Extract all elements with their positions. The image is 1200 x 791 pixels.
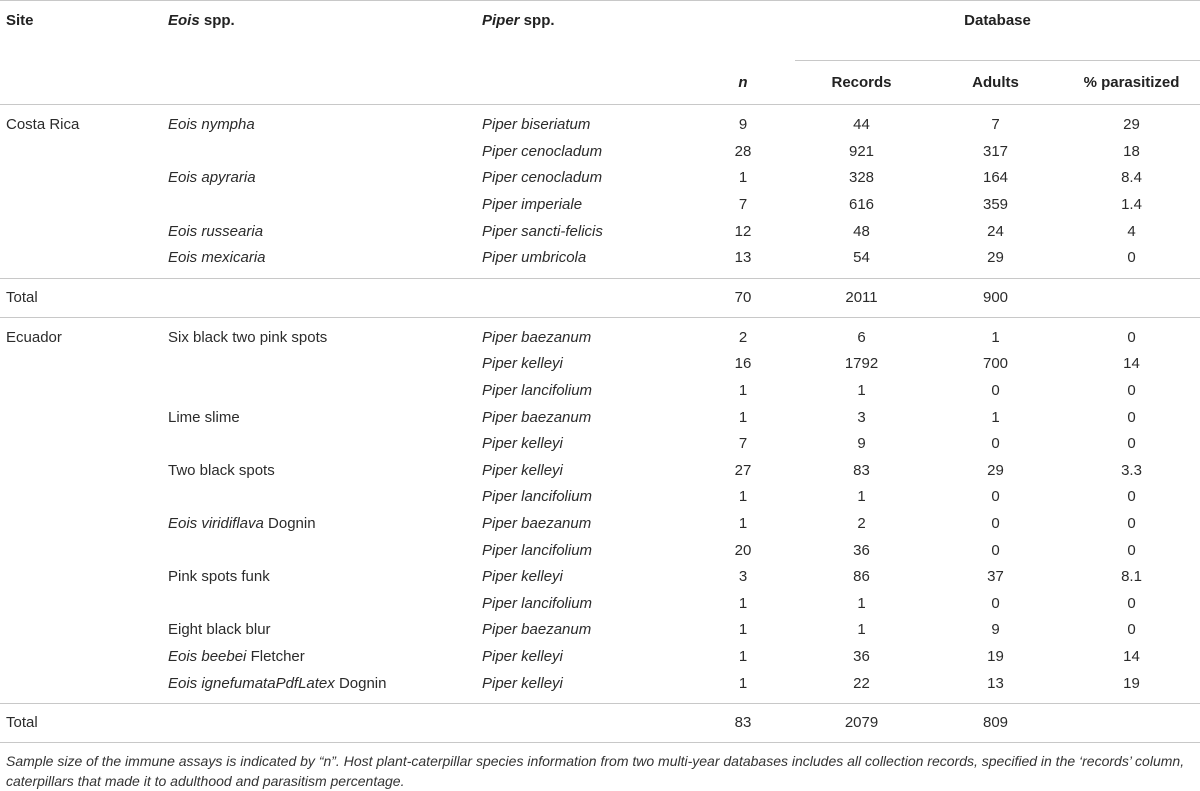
total-pct-empty (1063, 278, 1200, 317)
table-row (0, 317, 1200, 351)
records-cell: 36 (853, 541, 870, 559)
eois-species-cell: Eois apyraria (168, 169, 256, 187)
eois-species-name: Eois viridiflava (168, 515, 264, 533)
total-row (0, 703, 1200, 742)
adults-cell: 164 (982, 169, 1009, 187)
header-piper (476, 1, 691, 61)
records-cell: 1 (857, 594, 866, 612)
n-cell: 2 (738, 328, 748, 346)
adults-cell: 9 (991, 621, 1000, 639)
total-label: Total (0, 703, 160, 742)
records-cell: 6 (857, 328, 866, 346)
records-cell: 616 (848, 196, 875, 214)
records-cell: 328 (848, 169, 875, 187)
adults-cell: 29 (987, 249, 1004, 267)
piper-species-cell: Piper cenocladum (482, 169, 603, 187)
pct-parasitized-cell: 29 (1123, 116, 1140, 134)
records-cell: 3 (857, 408, 866, 426)
piper-species-cell: Piper lancifolium (482, 594, 593, 612)
total-empty-piper (476, 703, 691, 742)
adults-cell: 29 (987, 461, 1004, 479)
table-row (0, 617, 1200, 644)
eois-species-cell: Lime slime (168, 408, 240, 426)
eois-species-author: Dognin (334, 674, 387, 692)
header-empty-eois (160, 61, 476, 105)
table-row (0, 218, 1200, 245)
site-cell (0, 511, 160, 538)
total-adults: 809 (928, 703, 1063, 742)
adults-cell: 0 (991, 541, 1000, 559)
total-adults: 900 (928, 278, 1063, 317)
eois-species-cell (160, 192, 476, 219)
header-spacer (691, 1, 795, 61)
header-records: Records (795, 61, 928, 105)
piper-species-cell: Piper umbricola (482, 249, 587, 267)
n-cell: 1 (738, 408, 748, 426)
table-header (0, 1, 1200, 105)
piper-species-cell: Piper baezanum (482, 408, 592, 426)
header-adults: Adults (928, 61, 1063, 105)
site-cell (0, 218, 160, 245)
adults-cell: 0 (991, 515, 1000, 533)
records-cell: 1 (857, 382, 866, 400)
site-cell (0, 670, 160, 703)
table-caption: Sample size of the immune assays is indicated by “n”. Host plant-caterpillar species information from two multi-year databases includes all collection records, specified in the ‘records’ column, caterpillars that made it to adulthood and parasitism percentage. (6, 752, 1185, 789)
n-cell: 9 (738, 116, 748, 134)
site-cell (0, 165, 160, 192)
adults-cell: 1 (991, 328, 1000, 346)
site-cell (0, 245, 160, 278)
adults-cell: 7 (991, 116, 1000, 134)
eois-species-author: Dognin (263, 515, 316, 533)
eois-species-cell (160, 670, 476, 703)
eois-species-cell (160, 351, 476, 378)
adults-cell: 1 (991, 408, 1000, 426)
site-cell (0, 537, 160, 564)
table-row (0, 644, 1200, 671)
total-row (0, 278, 1200, 317)
records-cell: 48 (853, 222, 870, 240)
records-cell: 921 (848, 142, 875, 160)
pct-parasitized-cell: 0 (1127, 249, 1136, 267)
table-row (0, 484, 1200, 511)
table-row (0, 511, 1200, 538)
eois-species-cell: Eois nympha (168, 116, 255, 134)
adults-cell: 0 (991, 435, 1000, 453)
adults-cell: 0 (991, 594, 1000, 612)
header-n: n (691, 61, 795, 105)
table-row (0, 404, 1200, 431)
table-row (0, 537, 1200, 564)
adults-cell: 0 (991, 488, 1000, 506)
piper-species-cell: Piper lancifolium (482, 541, 593, 559)
site-cell (0, 139, 160, 166)
piper-species-cell: Piper lancifolium (482, 488, 593, 506)
total-records: 2079 (795, 703, 928, 742)
piper-species-cell: Piper cenocladum (482, 142, 603, 160)
eois-species-cell (160, 511, 476, 538)
eois-species-cell: Pink spots funk (168, 568, 270, 586)
total-records: 2011 (795, 278, 928, 317)
n-cell: 20 (734, 541, 752, 559)
header-piper-genus: Piper (482, 12, 520, 29)
eois-species-name: Eois ignefumataPdfLatex (168, 674, 335, 692)
pct-parasitized-cell: 1.4 (1121, 196, 1142, 214)
n-cell: 1 (738, 594, 748, 612)
site-cell (0, 404, 160, 431)
table-row (0, 431, 1200, 458)
records-cell: 54 (853, 249, 870, 267)
eois-species-cell: Two black spots (168, 461, 275, 479)
eois-species-cell (160, 591, 476, 618)
site-cell (0, 378, 160, 405)
n-cell: 7 (738, 196, 748, 214)
n-cell: 7 (738, 435, 748, 453)
piper-species-cell: Piper biseriatum (482, 116, 591, 134)
records-cell: 44 (853, 116, 870, 134)
pct-parasitized-cell: 0 (1127, 408, 1136, 426)
n-cell: 1 (738, 647, 748, 665)
n-cell: 16 (734, 355, 752, 373)
eois-species-cell: Eight black blur (168, 621, 271, 639)
piper-species-cell: Piper baezanum (482, 621, 592, 639)
total-n: 83 (691, 703, 795, 742)
pct-parasitized-cell: 19 (1123, 674, 1140, 692)
n-cell: 1 (738, 382, 748, 400)
site-cell (0, 617, 160, 644)
total-pct-empty (1063, 703, 1200, 742)
table-row (0, 105, 1200, 139)
table-row (0, 192, 1200, 219)
eois-species-name: Eois beebei (168, 647, 247, 665)
records-cell: 83 (853, 461, 870, 479)
total-n: 70 (691, 278, 795, 317)
piper-species-cell: Piper baezanum (482, 515, 592, 533)
total-label: Total (0, 278, 160, 317)
eois-species-cell (160, 537, 476, 564)
piper-species-cell: Piper lancifolium (482, 382, 593, 400)
eois-species-cell: Eois russearia (168, 222, 264, 240)
pct-parasitized-cell: 14 (1123, 355, 1140, 373)
piper-species-cell: Piper kelleyi (482, 568, 563, 586)
piper-species-cell: Piper baezanum (482, 328, 592, 346)
records-cell: 1 (857, 488, 866, 506)
n-cell: 1 (738, 488, 748, 506)
pct-parasitized-cell: 4 (1127, 222, 1136, 240)
piper-species-cell: Piper kelleyi (482, 355, 563, 373)
adults-cell: 19 (987, 647, 1004, 665)
n-cell: 12 (734, 222, 752, 240)
eois-species-cell (160, 139, 476, 166)
eois-species-author: Fletcher (246, 647, 305, 665)
eois-species-cell: Six black two pink spots (168, 328, 328, 346)
site-cell (0, 484, 160, 511)
header-piper-suffix: spp. (519, 12, 555, 29)
piper-species-cell: Piper sancti-felicis (482, 222, 603, 240)
n-cell: 27 (734, 461, 752, 479)
table-row (0, 591, 1200, 618)
pct-parasitized-cell: 18 (1123, 142, 1140, 160)
adults-cell: 37 (987, 568, 1004, 586)
adults-cell: 24 (987, 222, 1004, 240)
pct-parasitized-cell: 0 (1127, 435, 1136, 453)
piper-species-cell: Piper imperiale (482, 196, 583, 214)
n-cell: 28 (734, 142, 752, 160)
pct-parasitized-cell: 0 (1127, 515, 1136, 533)
site-cell (0, 351, 160, 378)
eois-species-cell: Eois mexicaria (168, 249, 266, 267)
n-cell: 1 (738, 674, 748, 692)
pct-parasitized-cell: 3.3 (1121, 461, 1142, 479)
site-cell (0, 192, 160, 219)
eois-species-cell (160, 484, 476, 511)
records-cell: 2 (857, 515, 866, 533)
header-pct-parasitized: % parasitized (1063, 61, 1200, 105)
table-row (0, 564, 1200, 591)
header-empty-site (0, 61, 160, 105)
pct-parasitized-cell: 0 (1127, 621, 1136, 639)
adults-cell: 13 (987, 674, 1004, 692)
n-cell: 1 (738, 621, 748, 639)
site-cell: Ecuador (6, 328, 62, 346)
header-empty-piper (476, 61, 691, 105)
pct-parasitized-cell: 8.1 (1121, 568, 1142, 586)
total-empty-eois (160, 278, 476, 317)
table-row (0, 351, 1200, 378)
piper-species-cell: Piper kelleyi (482, 461, 563, 479)
adults-cell: 359 (982, 196, 1009, 214)
header-eois (160, 1, 476, 61)
table-body (0, 105, 1200, 743)
header-eois-genus: Eois (168, 12, 200, 29)
site-cell (0, 458, 160, 485)
pct-parasitized-cell: 0 (1127, 541, 1136, 559)
eois-species-cell (160, 431, 476, 458)
adults-cell: 700 (982, 355, 1009, 373)
site-cell (0, 564, 160, 591)
pct-parasitized-cell: 8.4 (1121, 169, 1142, 187)
pct-parasitized-cell: 14 (1123, 647, 1140, 665)
table-row (0, 458, 1200, 485)
records-cell: 1792 (844, 355, 879, 373)
header-site: Site (0, 1, 160, 61)
adults-cell: 0 (991, 382, 1000, 400)
records-cell: 9 (857, 435, 866, 453)
site-cell (0, 644, 160, 671)
records-cell: 86 (853, 568, 870, 586)
n-cell: 3 (738, 568, 748, 586)
site-cell (0, 431, 160, 458)
total-empty-eois (160, 703, 476, 742)
records-cell: 1 (857, 621, 866, 639)
total-empty-piper (476, 278, 691, 317)
adults-cell: 317 (982, 142, 1009, 160)
n-cell: 13 (734, 249, 752, 267)
pct-parasitized-cell: 0 (1127, 488, 1136, 506)
table-row (0, 139, 1200, 166)
table-row (0, 670, 1200, 703)
records-cell: 22 (853, 674, 870, 692)
pct-parasitized-cell: 0 (1127, 328, 1136, 346)
site-cell: Costa Rica (6, 116, 80, 134)
table-row (0, 245, 1200, 278)
piper-species-cell: Piper kelleyi (482, 674, 563, 692)
pct-parasitized-cell: 0 (1127, 594, 1136, 612)
eois-species-cell (160, 644, 476, 671)
pct-parasitized-cell: 0 (1127, 382, 1136, 400)
header-database: Database (795, 1, 1200, 61)
table-row (0, 378, 1200, 405)
piper-species-cell: Piper kelleyi (482, 647, 563, 665)
piper-species-cell: Piper kelleyi (482, 435, 563, 453)
table-row (0, 165, 1200, 192)
n-cell: 1 (738, 169, 748, 187)
header-eois-suffix: spp. (199, 12, 235, 29)
site-cell (0, 591, 160, 618)
n-cell: 1 (738, 515, 748, 533)
records-cell: 36 (853, 647, 870, 665)
eois-species-cell (160, 378, 476, 405)
